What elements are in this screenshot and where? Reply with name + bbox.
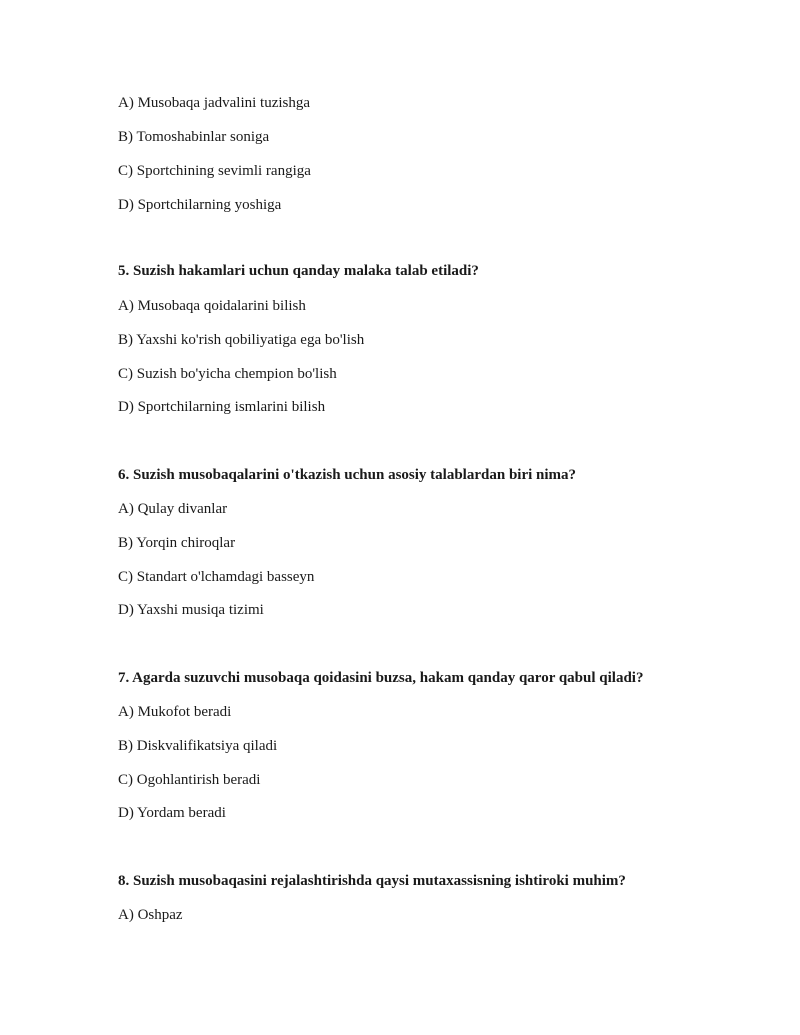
option-b: B) Tomoshabinlar soniga xyxy=(118,129,270,145)
option-b: B) Yorqin chiroqlar xyxy=(118,535,236,551)
option-c: C) Ogohlantirish beradi xyxy=(118,772,261,788)
question-5: 5. Suzish hakamlari uchun qanday malaka talab etiladi? xyxy=(118,263,479,279)
option-d: D) Sportchilarning ismlarini bilish xyxy=(118,399,326,415)
option-d: D) Yordam beradi xyxy=(118,805,226,821)
question-8: 8. Suzish musobaqasini rejalashtirishda qaysi mutaxassisning ishtiroki muhim? xyxy=(118,873,626,889)
option-b: B) Diskvalifikatsiya qiladi xyxy=(118,738,278,754)
question-6: 6. Suzish musobaqalarini o'tkazish uchun asosiy talablardan biri nima? xyxy=(118,467,577,483)
option-c: C) Standart o'lchamdagi basseyn xyxy=(118,569,315,585)
option-c: C) Sportchining sevimli rangiga xyxy=(118,163,311,179)
option-d: D) Yaxshi musiqa tizimi xyxy=(118,602,264,618)
option-a: A) Oshpaz xyxy=(118,907,183,923)
option-a: A) Mukofot beradi xyxy=(118,704,232,720)
option-b: B) Yaxshi ko'rish qobiliyatiga ega bo'lish xyxy=(118,332,365,348)
question-7: 7. Agarda suzuvchi musobaqa qoidasini buzsa, hakam qanday qaror qabul qiladi? xyxy=(118,670,644,686)
option-a: A) Qulay divanlar xyxy=(118,501,228,517)
option-d: D) Sportchilarning yoshiga xyxy=(118,197,282,213)
option-a: A) Musobaqa jadvalini tuzishga xyxy=(118,95,311,111)
option-a: A) Musobaqa qoidalarini bilish xyxy=(118,298,306,314)
option-c: C) Suzish bo'yicha chempion bo'lish xyxy=(118,366,337,382)
